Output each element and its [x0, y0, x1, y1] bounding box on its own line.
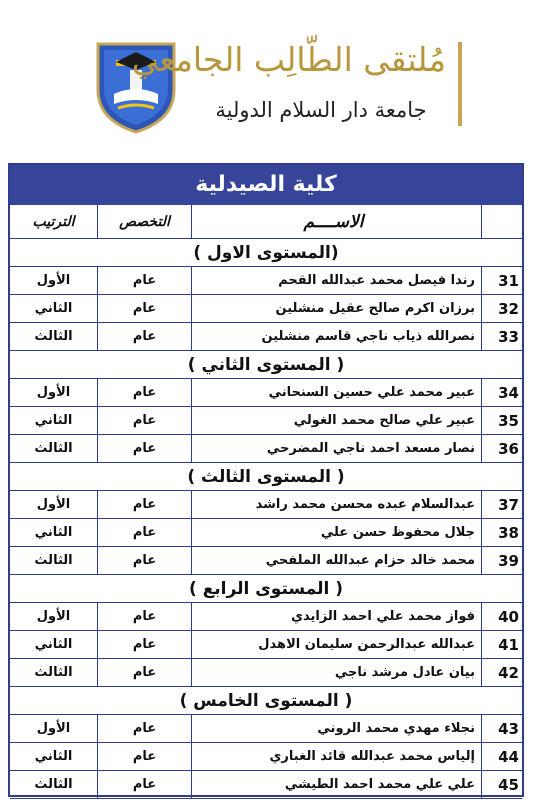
header-name: الاســــم — [191, 205, 481, 238]
row-number: 34 — [481, 379, 522, 406]
rank: الأول — [36, 497, 71, 512]
table-row — [10, 659, 522, 687]
rank: الأول — [36, 721, 71, 736]
table-row — [10, 323, 522, 351]
rank: الثالث — [34, 777, 73, 792]
row-number: 31 — [481, 267, 522, 294]
table-row — [10, 295, 522, 323]
table-row — [10, 631, 522, 659]
row-number: 36 — [481, 435, 522, 462]
student-name: علي علي محمد احمد الطيشي — [191, 771, 481, 798]
row-number: 42 — [481, 659, 522, 686]
student-name: بيان عادل مرشد ناجي — [191, 659, 481, 686]
level-header: ( المستوى الرابع ) — [10, 575, 522, 603]
level-header: ( المستوى الخامس ) — [10, 687, 522, 715]
student-name: عبير محمد علي حسين السنحاني — [191, 379, 481, 406]
rank: الثاني — [34, 749, 73, 764]
rank: الثاني — [34, 637, 73, 652]
specialty: عام — [97, 743, 191, 770]
student-name: عبدالله عبدالرحمن سليمان الاهدل — [191, 631, 481, 658]
rank: الثالث — [34, 329, 73, 344]
level-header: ( المستوى الثاني ) — [10, 351, 522, 379]
student-name: فواز محمد علي احمد الزايدي — [191, 603, 481, 630]
specialty: عام — [97, 407, 191, 434]
student-name: نصار مسعد احمد ناجي المضرحي — [191, 435, 481, 462]
row-number: 44 — [481, 743, 522, 770]
specialty: عام — [97, 715, 191, 742]
rank: الأول — [36, 385, 71, 400]
header-number-cell — [481, 205, 522, 238]
rank: الثاني — [34, 301, 73, 316]
level-header: ( المستوى الثالث ) — [10, 463, 522, 491]
row-number: 35 — [481, 407, 522, 434]
row-number: 32 — [481, 295, 522, 322]
student-name: جلال محفوظ حسن علي — [191, 519, 481, 546]
level-header: (المستوى الاول ) — [10, 239, 522, 267]
student-name: إلياس محمد عبدالله قائد الغباري — [191, 743, 481, 770]
row-number: 39 — [481, 547, 522, 574]
specialty: عام — [97, 771, 191, 798]
rank: الأول — [36, 273, 71, 288]
row-number: 40 — [481, 603, 522, 630]
brand-name: مُلتقى الطّالِب الجامعي — [131, 40, 446, 79]
rank: الثاني — [34, 413, 73, 428]
specialty: عام — [97, 379, 191, 406]
brand-divider — [458, 42, 462, 126]
specialty: عام — [97, 547, 191, 574]
table-row — [10, 491, 522, 519]
specialty: عام — [97, 603, 191, 630]
student-name: عبير علي صالح محمد الغولي — [191, 407, 481, 434]
row-number: 37 — [481, 491, 522, 518]
specialty: عام — [97, 267, 191, 294]
row-number: 45 — [481, 771, 522, 798]
student-name: رندا فيصل محمد عبدالله القحم — [191, 267, 481, 294]
table-header-row — [10, 205, 522, 239]
rank: الأول — [36, 609, 71, 624]
row-number: 41 — [481, 631, 522, 658]
rank: الثاني — [34, 525, 73, 540]
specialty: عام — [97, 323, 191, 350]
row-number: 33 — [481, 323, 522, 350]
table-row — [10, 743, 522, 771]
table-row — [10, 771, 522, 799]
specialty: عام — [97, 659, 191, 686]
specialty: عام — [97, 519, 191, 546]
specialty: عام — [97, 295, 191, 322]
rank: الثالث — [34, 665, 73, 680]
table-row — [10, 603, 522, 631]
student-name: نصرالله ذياب ناجي قاسم منشلين — [191, 323, 481, 350]
university-name: جامعة دار السلام الدولية — [215, 98, 427, 122]
student-name: محمد خالد حزام عبدالله الملفحي — [191, 547, 481, 574]
rank: الثالث — [34, 441, 73, 456]
specialty: عام — [97, 631, 191, 658]
table-row — [10, 407, 522, 435]
row-number: 38 — [481, 519, 522, 546]
table-row — [10, 547, 522, 575]
results-table — [8, 163, 524, 797]
header-specialty: التخصص — [97, 205, 191, 238]
table-row — [10, 267, 522, 295]
page-header — [0, 0, 533, 160]
specialty: عام — [97, 491, 191, 518]
table-row — [10, 379, 522, 407]
student-name: عبدالسلام عبده محسن محمد راشد — [191, 491, 481, 518]
rank: الثالث — [34, 553, 73, 568]
table-row — [10, 715, 522, 743]
header-rank: الترتيب — [32, 213, 75, 230]
student-name: نجلاء مهدي محمد الروني — [191, 715, 481, 742]
faculty-title: كلية الصيدلية — [10, 165, 522, 205]
table-row — [10, 435, 522, 463]
specialty: عام — [97, 435, 191, 462]
table-row — [10, 519, 522, 547]
student-name: برزان اكرم صالح عقيل منشلين — [191, 295, 481, 322]
row-number: 43 — [481, 715, 522, 742]
